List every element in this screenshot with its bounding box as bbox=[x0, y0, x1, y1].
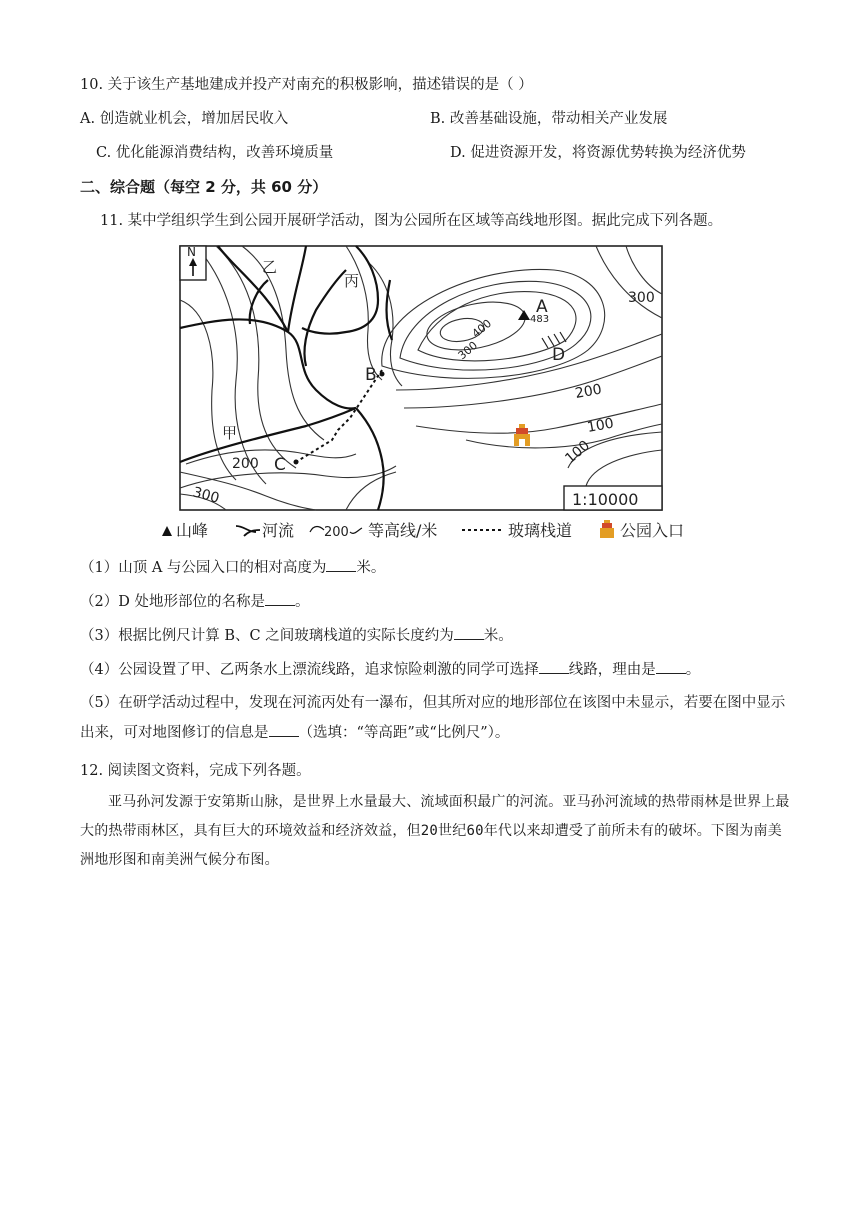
contour-label: 300 bbox=[628, 290, 655, 306]
answer-blank[interactable] bbox=[539, 659, 569, 674]
answer-blank[interactable] bbox=[269, 722, 299, 737]
contour-label: 100 bbox=[562, 437, 594, 468]
q12-stem: 12. 阅读图文资料，完成下列各题。 bbox=[80, 763, 311, 779]
legend-peak-icon bbox=[162, 526, 172, 536]
legend-entrance-icon bbox=[600, 520, 614, 538]
legend-contour-icon bbox=[310, 527, 324, 533]
q11-sub1 bbox=[80, 557, 790, 578]
legend-entrance: 公园入口 bbox=[620, 521, 685, 540]
q11-sub3-text: （3）根据比例尺计算 B、C 之间玻璃栈道的实际长度约为 bbox=[80, 628, 454, 644]
label-b: B bbox=[365, 365, 377, 385]
contour-label: 300 bbox=[455, 338, 481, 363]
q11-sub2-end: 。 bbox=[294, 594, 310, 610]
label-yi: 乙 bbox=[262, 258, 278, 276]
q11-sub4 bbox=[80, 659, 790, 680]
label-d: D bbox=[552, 345, 566, 365]
north-label: N bbox=[187, 245, 196, 259]
contour-label: 200 bbox=[232, 456, 259, 472]
contour-label: 100 bbox=[585, 415, 616, 436]
scale-label: 1:10000 bbox=[572, 490, 639, 509]
label-peak-height: 483 bbox=[530, 314, 550, 325]
q10-option-a: A. 创造就业机会，增加居民收入 bbox=[80, 111, 289, 127]
legend-walkway: 玻璃栈道 bbox=[508, 521, 573, 540]
section-heading: 二、综合题（每空 2 分，共 60 分） bbox=[80, 178, 328, 196]
answer-blank[interactable] bbox=[326, 557, 356, 572]
scale-box bbox=[564, 486, 662, 510]
q12-paragraph: 亚马孙河发源于安第斯山脉，是世界上水量最大、流域面积最广的河流。亚马孙河流域的热带雨林是世界上最大的热带雨林区，具有巨大的环境效益和经济效益，但20世纪60年代以来却遭受了前所未有的破坏。下图为南美洲地形图和南美洲气候分布图。 bbox=[80, 794, 790, 868]
legend-contour-tail bbox=[350, 528, 362, 533]
q10-option-c: C. 优化能源消费结构，改善环境质量 bbox=[96, 145, 334, 161]
q10-stem: 10. 关于该生产基地建成并投产对南充的积极影响，描述错误的是（ ） bbox=[80, 77, 533, 93]
point-b bbox=[380, 372, 385, 377]
legend-peak: 山峰 bbox=[176, 521, 209, 540]
q11-sub4-text: （4）公园设置了甲、乙两条水上漂流线路，追求惊险刺激的同学可选择 bbox=[80, 662, 539, 678]
legend-river-icon bbox=[236, 526, 260, 536]
q11-sub1-text: （1）山顶 A 与公园入口的相对高度为 bbox=[80, 560, 327, 576]
q10-option-b: B. 改善基础设施，带动相关产业发展 bbox=[430, 111, 668, 127]
label-bing: 丙 bbox=[344, 272, 360, 290]
contour-map bbox=[156, 240, 702, 540]
q11-sub3-unit: 米。 bbox=[483, 628, 513, 644]
label-c: C bbox=[274, 455, 286, 475]
q11-stem: 11. 某中学组织学生到公园开展研学活动，图为公园所在区域等高线地形图。据此完成下列各题。 bbox=[100, 213, 723, 229]
q11-sub2-text: （2）D 处地形部位的名称是 bbox=[80, 594, 265, 610]
q11-sub5-hint: （选填：“等高距”或“比例尺”）。 bbox=[298, 725, 510, 741]
contour-label: 300 bbox=[190, 484, 221, 507]
q11-sub4-reason: 线路，理由是 bbox=[568, 662, 656, 678]
q11-sub1-unit: 米。 bbox=[356, 560, 386, 576]
map-legend bbox=[162, 520, 684, 540]
q11-sub5 bbox=[80, 688, 792, 748]
legend-contour-sample: 200 bbox=[324, 525, 349, 540]
q11-sub5-text: （5）在研学活动过程中，发现在河流丙处有一瀑布，但其所对应的地形部位在该图中未显示，若要在图中显示出来，可对地图修订的信息是 bbox=[80, 695, 786, 741]
point-c bbox=[294, 460, 299, 465]
contour-map-figure bbox=[156, 240, 702, 540]
q10-option-d: D. 促进资源开发，将资源优势转换为经济优势 bbox=[450, 145, 746, 161]
contour-label: 400 bbox=[469, 316, 495, 341]
label-jia: 甲 bbox=[222, 424, 238, 442]
answer-blank[interactable] bbox=[454, 625, 484, 640]
q11-sub3 bbox=[80, 625, 790, 646]
q11-sub4-end: 。 bbox=[685, 662, 701, 678]
contour-label: 200 bbox=[573, 381, 604, 402]
label-a: A bbox=[536, 297, 548, 317]
answer-blank[interactable] bbox=[656, 659, 686, 674]
legend-river: 河流 bbox=[262, 521, 295, 540]
q11-sub2 bbox=[80, 591, 790, 612]
answer-blank[interactable] bbox=[265, 591, 295, 606]
legend-contour: 等高线/米 bbox=[368, 521, 438, 540]
north-arrow bbox=[180, 245, 206, 280]
